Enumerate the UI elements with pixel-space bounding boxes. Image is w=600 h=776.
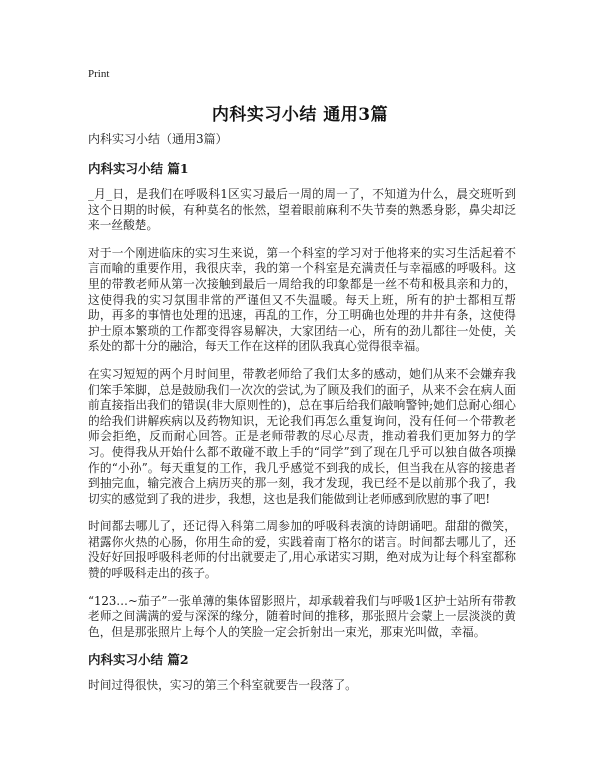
page-title: 内科实习小结 通用3篇 [211,105,389,125]
document-body [88,131,516,706]
paragraph: 时间都去哪儿了，还记得入科第二周参加的呼吸科表演的诗朗诵吧。甜甜的微笑，裙露你火热的心肠，你用生命的爱，实践着南丁格尔的诺言。时间都去哪儿了，还没好好回报呼吸科老师的付出就要走了,用心承诺实习期，绝对成为让每个科室都称赞的呼吸科走出的孩子。 [88,519,516,581]
paragraph: “123…~茄子”一张单薄的集体留影照片，却承载着我们与呼吸1区护士站所有带教老师之间满满的爱与深深的缘分，随着时间的推移，那张照片会蒙上一层淡淡的黄色，但是那张照片上每个人的笑脸一定会折射出一束光，那束光叫做，幸福。 [88,593,516,639]
paragraph: 在实习短短的两个月时间里，带教老师给了我们太多的感动，她们从来不会嫌弃我们笨手笨脚，总是鼓励我们一次次的尝试,为了顾及我们的面子，从来不会在病人面前直接指出我们的错误(非大原则性的)，总在事后给我们敲响警钟;她们总耐心细心的给我们讲解疾病以及药物知识，无论我们再怎么重复询问，没有任何一个带教老师会拒绝，反而耐心回答。正是老师带教的尽心尽责，推动着我们更加努力的学习。使得我从开始什么都不敢碰不敢上手的“同学”到了现在几乎可以独自做各项操作的“小孙”。每天重复的工作，我几乎感觉不到我的成长，但当我在从容的接患者到抽完血，输完液合上病历夹的那一刻，我才发现，我已经不是以前那个我了，我切实的感觉到了我的进步，我想，这也是我们能做到让老师感到欣慰的事了吧! [88,366,516,506]
paragraph: _月_日，是我们在呼吸科1区实习最后一周的周一了，不知道为什么，晨交班听到这个日期的时候，有种莫名的怅然，望着眼前麻利不失节奏的熟悉身影，鼻尖却泛来一丝酸楚。 [88,187,516,233]
paragraph: 时间过得很快，实习的第三个科室就要告一段落了。 [88,678,357,693]
paragraph: 对于一个刚进临床的实习生来说，第一个科室的学习对于他将来的实习生活起着不言而喻的重要作用，我很庆幸，我的第一个科室是充满责任与幸福感的呼吸科。这里的带教老师从第一次接触到最后一周给我的印象都是一丝不苟和极具亲和力的，这使得我的实习氛围非常的严谨但又不失温暖。每天上班，所有的护士都相互帮助，再多的事情也处理的迅速，再乱的工作，分工明确也处理的井井有条，这使得护士原本繁琐的工作都变得容易解决，大家团结一心，所有的劲儿都往一处使，关系处的都十分的融洽，每天工作在这样的团队我真心觉得很幸福。 [88,245,516,354]
print-link[interactable]: Print [88,68,110,80]
section-heading-2: 内科实习小结 篇2 [88,652,189,668]
section-heading-1: 内科实习小结 篇1 [88,161,189,176]
document-subtitle: 内科实习小结（通用3篇） [88,132,228,146]
